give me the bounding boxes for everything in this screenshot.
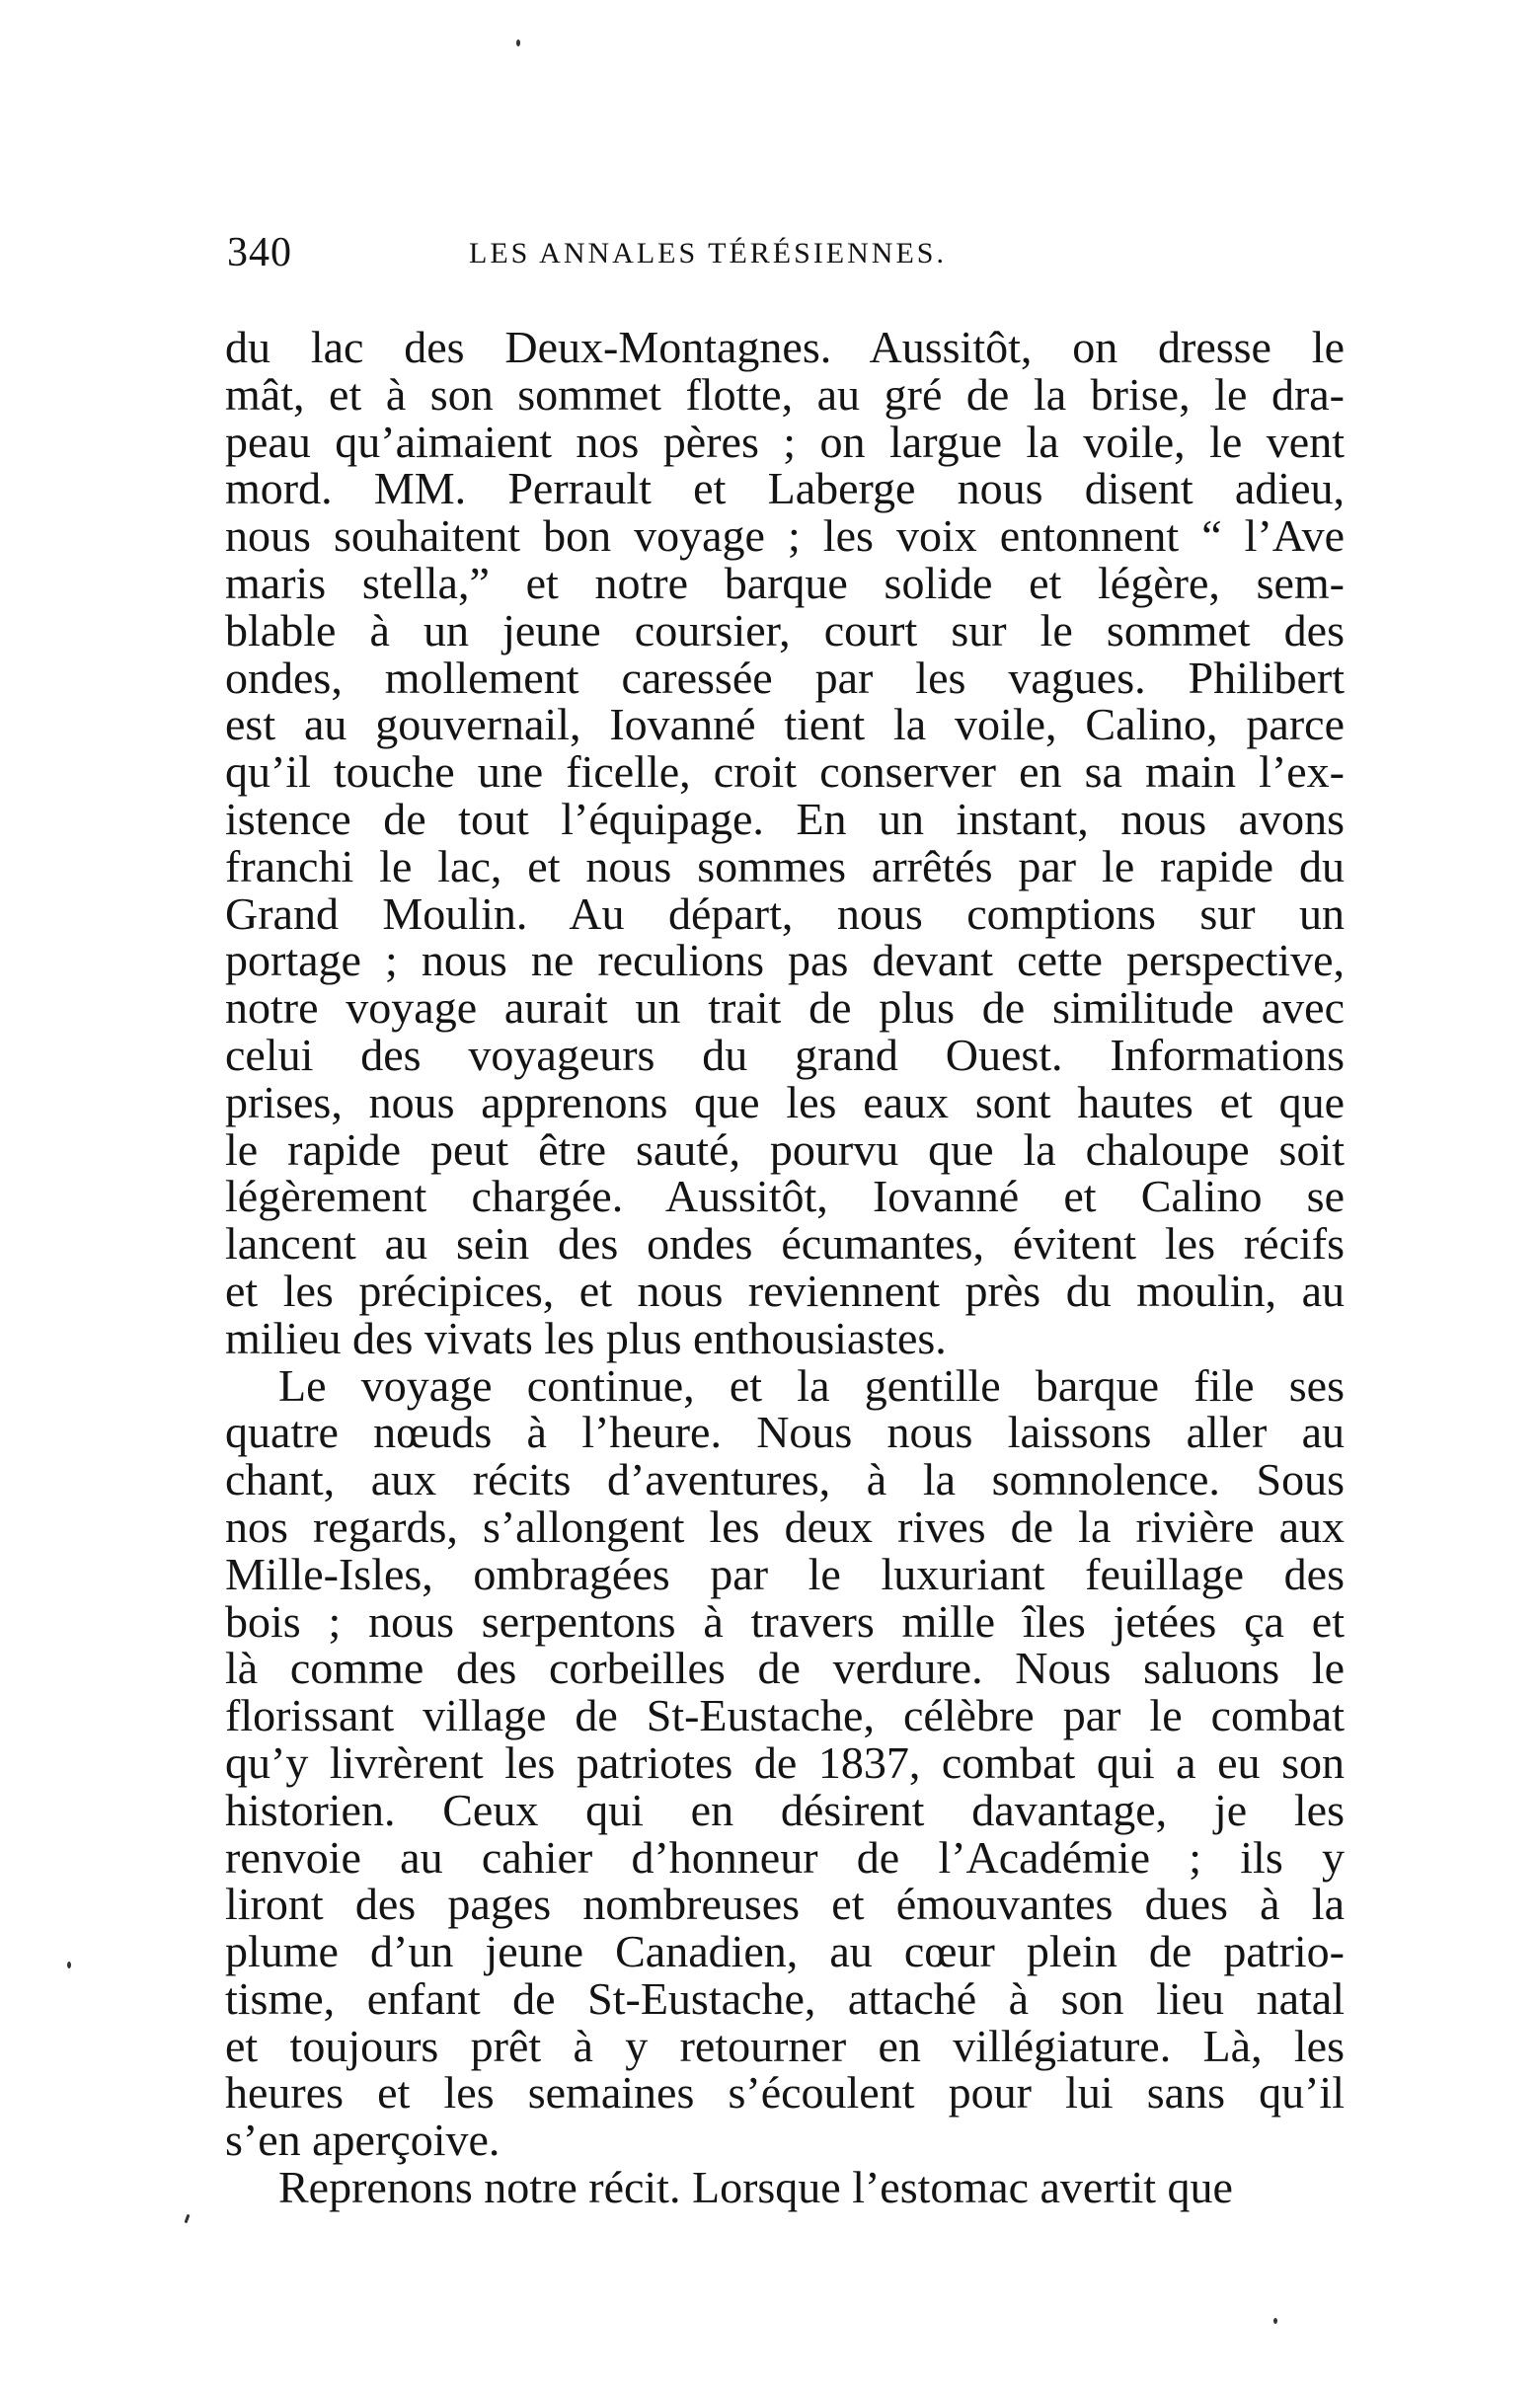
text-line: Reprenons notre récit. Lorsque l’estomac avertit que [278, 2162, 1233, 2213]
text-line: bois ; nous serpentons à travers mille îles jetées ça et [225, 1595, 1345, 1647]
text-line: peau qu’aimaient nos pères ; on largue la voile, le vent [225, 416, 1345, 467]
running-head: LES ANNALES TÉRÉSIENNES. [469, 237, 947, 270]
body-text [225, 324, 1345, 2211]
page-number: 340 [227, 230, 292, 275]
text-line: heures et les semaines s’écoulent pour lui sans qu’il [225, 2067, 1345, 2119]
text-line: Mille-Isles, ombragées par le luxuriant feuillage des [225, 1548, 1345, 1599]
text-line: qu’y livrèrent les patriotes de 1837, combat qui a eu son [225, 1736, 1345, 1788]
text-line: plume d’un jeune Canadien, au cœur plein de patrio- [225, 1926, 1345, 1977]
text-line: florissant village de St-Eustache, célèbre par le combat [225, 1690, 1345, 1741]
text-line: historien. Ceux qui en désirent davantage, je les [225, 1784, 1345, 1835]
text-line: franchi le lac, et nous sommes arrêtés par le rapide du [225, 840, 1345, 891]
ink-speck [185, 2214, 191, 2223]
text-line: blable à un jeune coursier, court sur le sommet des [225, 604, 1345, 655]
text-line: chant, aux récits d’aventures, à la somnolence. Sous [225, 1454, 1345, 1505]
text-line: maris stella,” et notre barque solide et légère, sem- [225, 557, 1345, 608]
paragraph [225, 324, 1345, 1362]
text-line: est au gouvernail, Iovanné tient la voile, Calino, parce [225, 699, 1345, 750]
text-line: prises, nous apprenons que les eaux sont hautes et que [225, 1076, 1345, 1127]
text-line: milieu des vivats les plus enthousiastes. [225, 1312, 947, 1363]
ink-speck [1273, 2318, 1277, 2324]
text-line: et toujours prêt à y retourner en villégiature. Là, les [225, 2020, 1345, 2071]
text-line: là comme des corbeilles de verdure. Nous saluons le [225, 1643, 1345, 1694]
text-line: notre voyage aurait un trait de plus de similitude avec [225, 982, 1345, 1034]
text-line: s’en aperçoive. [225, 2115, 500, 2166]
text-line: tisme, enfant de St-Eustache, attaché à son lieu natal [225, 1972, 1345, 2024]
paragraph [225, 1359, 1345, 2166]
text-line: nous souhaitent bon voyage ; les voix entonnent “ l’Ave [225, 510, 1345, 562]
text-line: le rapide peut être sauté, pourvu que la chaloupe soit [225, 1123, 1345, 1175]
ink-speck [516, 39, 520, 46]
text-line: et les précipices, et nous reviennent près du moulin, au [225, 1265, 1345, 1316]
text-line: liront des pages nombreuses et émouvantes dues à la [225, 1879, 1345, 1930]
text-line: qu’il touche une ficelle, croit conserver en sa main l’ex- [225, 746, 1345, 798]
text-line: celui des voyageurs du grand Ouest. Informations [225, 1029, 1345, 1080]
text-line: renvoie au cahier d’honneur de l’Académie ; ils y [225, 1831, 1345, 1883]
text-line: portage ; nous ne reculions pas devant cette perspective, [225, 935, 1345, 986]
text-line: quatre nœuds à l’heure. Nous nous laissons aller au [225, 1407, 1345, 1458]
text-line: Le voyage continue, et la gentille barque file ses [278, 1359, 1345, 1411]
text-line: nos regards, s’allongent les deux rives de la rivière aux [225, 1501, 1345, 1552]
text-line: du lac des Deux-Montagnes. Aussitôt, on dresse le [225, 322, 1345, 372]
paragraph [225, 2164, 1345, 2211]
text-line: mât, et à son sommet flotte, au gré de la brise, le dra- [225, 368, 1345, 420]
text-line: istence de tout l’équipage. En un instant, nous avons [225, 793, 1345, 844]
ink-speck [67, 1962, 71, 1968]
text-line: légèrement chargée. Aussitôt, Iovanné et Calino se [225, 1171, 1345, 1222]
text-line: mord. MM. Perrault et Laberge nous disent adieu, [225, 463, 1345, 514]
text-line: lancent au sein des ondes écumantes, évitent les récifs [225, 1218, 1345, 1270]
text-line: Grand Moulin. Au départ, nous comptions sur un [225, 887, 1345, 939]
text-line: ondes, mollement caressée par les vagues. Philibert [225, 652, 1345, 703]
page-header [227, 229, 1362, 288]
